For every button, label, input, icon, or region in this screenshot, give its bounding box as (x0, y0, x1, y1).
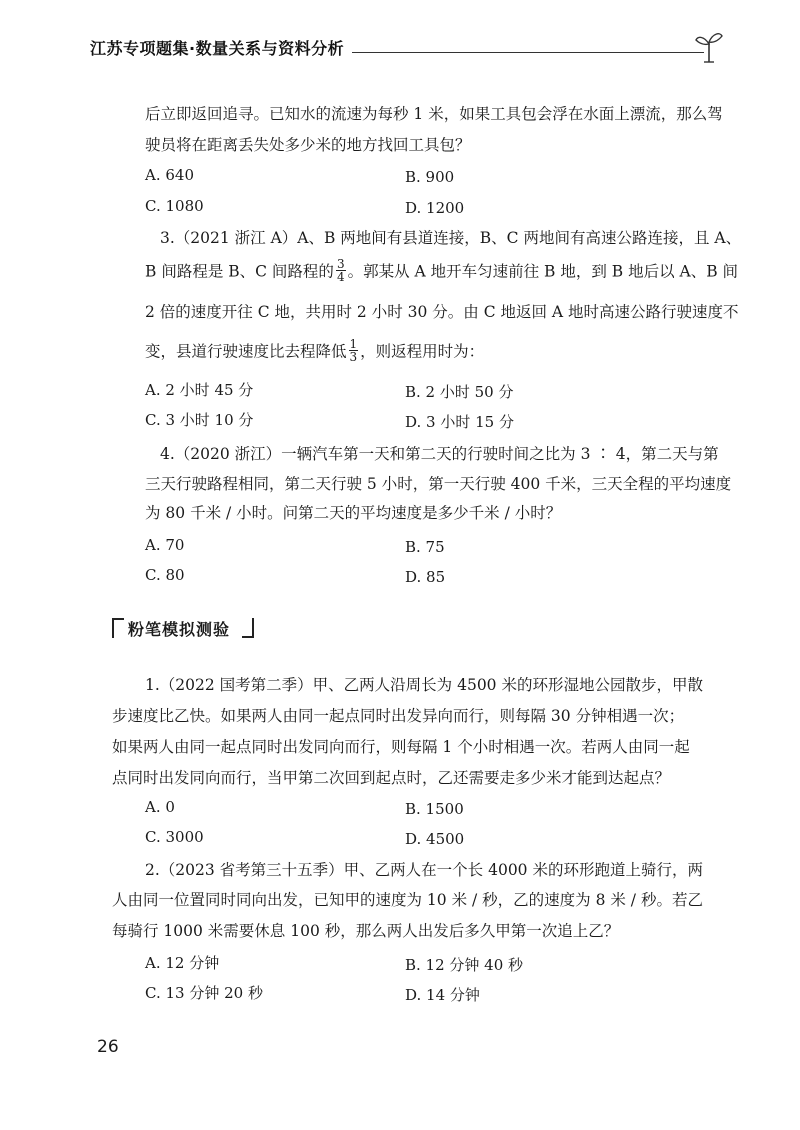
fraction-numerator: 3 (336, 257, 345, 271)
option-b: B. 900 (405, 168, 455, 186)
fraction (349, 338, 359, 363)
sim-question-2-line: 每骑行 1000 米需要休息 100 秒，那么两人出发后多久甲第一次追上乙？ (112, 922, 620, 940)
option-c: C. 1080 (145, 197, 204, 215)
option-a: A. 12 分钟 (145, 954, 220, 972)
sim-question-1-line: 如果两人由同一起点同时出发同向而行，则每隔 1 个小时相遇一次。若两人由同一起 (112, 738, 690, 756)
bracket-right (242, 618, 254, 638)
text-fragment: ，则返程用时为： (360, 342, 485, 361)
option-a: A. 70 (145, 536, 185, 554)
text-line: 驶员将在距离丢失处多少米的地方找回工具包？ (145, 136, 471, 154)
running-header (90, 30, 730, 70)
book-title: 江苏专项题集·数量关系与资料分析 (90, 39, 345, 58)
option-c: C. 3 小时 10 分 (145, 411, 254, 429)
bracket-left (112, 618, 124, 638)
fraction-numerator: 1 (349, 337, 358, 351)
header-rule (352, 52, 704, 53)
question-3-line: 3.（2021 浙江 A）A、B 两地间有县道连接，B、C 两地间有高速公路连接，且 A、 (160, 229, 742, 247)
option-d: D. 1200 (405, 199, 465, 217)
option-d: D. 3 小时 15 分 (405, 413, 514, 431)
question-3-line (145, 337, 485, 365)
sim-question-1-line: 点同时出发同向而行，当甲第二次回到起点时，乙还需要走多少米才能到达起点？ (112, 769, 671, 787)
option-b: B. 2 小时 50 分 (405, 383, 514, 401)
fraction (336, 258, 346, 283)
text-fragment: B 间路程是 B、C 间路程的 (145, 262, 334, 281)
fraction-denominator: 4 (336, 270, 345, 284)
option-d: D. 4500 (405, 830, 465, 848)
option-c: C. 3000 (145, 828, 204, 846)
question-3-line (145, 257, 739, 285)
option-b: B. 1500 (405, 800, 464, 818)
text-fragment: 变，县道行驶速度比去程降低 (145, 342, 347, 361)
text-fragment: 。郭某从 A 地开车匀速前往 B 地，到 B 地后以 A、B 间 (347, 262, 739, 281)
sim-question-1-line: 1.（2022 国考第二季）甲、乙两人沿周长为 4500 米的环形湿地公园散步，甲散 (145, 676, 703, 694)
option-a: A. 0 (145, 798, 175, 816)
question-4-line: 为 80 千米 / 小时。问第二天的平均速度是多少千米 / 小时？ (145, 504, 562, 522)
question-4-line: 4.（2020 浙江）一辆汽车第一天和第二天的行驶时间之比为 3 ∶ 4，第二天与第 (160, 445, 719, 463)
question-4-line: 三天行驶路程相同，第二天行驶 5 小时，第一天行驶 400 千米，三天全程的平均速度 (145, 475, 732, 493)
question-3-line: 2 倍的速度开往 C 地，共用时 2 小时 30 分。由 C 地返回 A 地时高速公路行驶速度不 (145, 303, 739, 321)
sim-question-1-line: 步速度比乙快。如果两人由同一起点同时出发异向而行，则每隔 30 分钟相遇一次； (112, 707, 685, 725)
sim-question-2-line: 人由同一位置同时同向出发，已知甲的速度为 10 米 / 秒，乙的速度为 8 米 / 秒。若乙 (112, 891, 703, 909)
option-d: D. 14 分钟 (405, 986, 480, 1004)
option-c: C. 13 分钟 20 秒 (145, 984, 263, 1002)
sim-question-2-line: 2.（2023 省考第三十五季）甲、乙两人在一个长 4000 米的环形跑道上骑行，两 (145, 861, 703, 879)
section-title: 粉笔模拟测验 (128, 620, 231, 639)
option-b: B. 75 (405, 538, 445, 556)
fraction-denominator: 3 (349, 350, 358, 364)
option-b: B. 12 分钟 40 秒 (405, 956, 524, 974)
sprout-icon (694, 30, 724, 64)
text-line: 后立即返回追寻。已知水的流速为每秒 1 米，如果工具包会浮在水面上漂流，那么驾 (145, 105, 723, 123)
option-a: A. 640 (145, 166, 194, 184)
page-number: 26 (97, 1037, 119, 1057)
option-d: D. 85 (405, 568, 446, 586)
option-c: C. 80 (145, 566, 185, 584)
option-a: A. 2 小时 45 分 (145, 381, 254, 399)
